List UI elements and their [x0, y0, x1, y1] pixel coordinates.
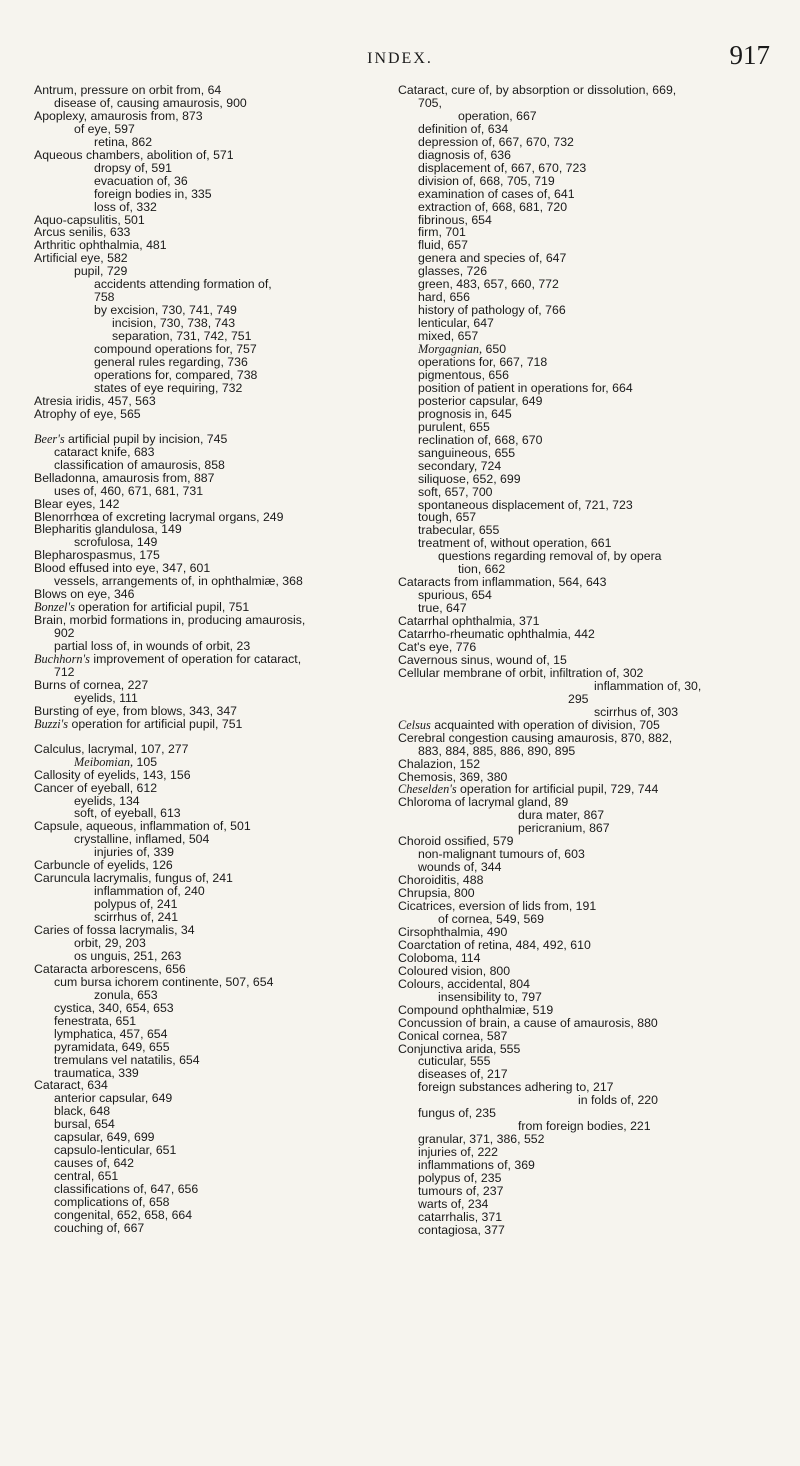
index-entry-name: Beer's: [34, 431, 65, 446]
index-entry: [398, 719, 774, 732]
index-entry-name: Celsus: [398, 717, 431, 732]
index-entry: Cataract, cure of, by absorption or dissolution, 669,: [398, 83, 677, 97]
index-entry: Conical cornea, 587: [398, 1028, 508, 1043]
index-entry: pericranium, 867: [518, 821, 610, 836]
index-entry: mixed, 657: [418, 329, 479, 344]
index-entry: dropsy of, 591: [94, 160, 172, 175]
index-entry: evacuation of, 36: [94, 173, 188, 188]
index-entry: fenestrata, 651: [54, 1013, 137, 1028]
index-entry: definition of, 634: [418, 121, 509, 136]
index-entry: Concussion of brain, a cause of amaurosis, 880: [398, 1015, 658, 1030]
index-entry: uses of, 460, 671, 681, 731: [54, 483, 204, 498]
index-entry-name: Cheselden's: [398, 782, 457, 797]
index-entry: Chrupsia, 800: [398, 886, 475, 901]
index-entry: Chloroma of lacrymal gland, 89: [398, 795, 569, 810]
index-entry: questions regarding removal of, by opera: [438, 549, 662, 564]
index-entry: firm, 701: [418, 225, 466, 240]
index-entry: operations for, 667, 718: [418, 355, 548, 370]
index-entry: lymphatica, 457, 654: [54, 1026, 168, 1041]
index-entry: Callosity of eyelids, 143, 156: [34, 767, 191, 782]
index-entry: Cavernous sinus, wound of, 15: [398, 652, 567, 667]
index-entry: position of patient in operations for, 664: [418, 380, 633, 395]
index-entry: prognosis in, 645: [418, 406, 512, 421]
index-entry: cuticular, 555: [418, 1054, 491, 1069]
index-entry: orbit, 29, 203: [74, 936, 146, 950]
index-entry: complications of, 658: [54, 1195, 170, 1210]
index-entry: green, 483, 657, 660, 772: [418, 277, 559, 292]
index-entry: anterior capsular, 649: [54, 1091, 173, 1106]
index-entry: secondary, 724: [418, 458, 502, 473]
index-entry: Chemosis, 369, 380: [398, 769, 508, 784]
index-entry: scrofulosa, 149: [74, 535, 158, 550]
index-entry: Cicatrices, eversion of lids from, 191: [398, 899, 597, 914]
index-entry: granular, 371, 386, 552: [418, 1132, 545, 1147]
index-entry: incision, 730, 738, 743: [112, 316, 236, 331]
index-entry: Arthritic ophthalmia, 481: [34, 238, 167, 253]
index-entry: tough, 657: [418, 510, 477, 525]
page-number: 917: [729, 40, 770, 70]
index-entry: cum bursa ichorem continente, 507, 654: [54, 974, 274, 989]
index-entry: eyelids, 111: [74, 690, 138, 705]
index-entry: Coloboma, 114: [398, 950, 481, 965]
index-entry: non-malignant tumours of, 603: [418, 847, 585, 862]
index-entry: Cat's eye, 776: [398, 639, 477, 654]
index-entry: crystalline, inflamed, 504: [74, 832, 210, 847]
index-entry-text: 650: [482, 342, 507, 357]
index-entry: Bursting of eye, from blows, 343, 347: [34, 703, 238, 718]
index-entry: separation, 731, 742, 751: [112, 329, 252, 344]
index-entry: polypus of, 241: [94, 897, 178, 912]
index-entry: tion, 662: [458, 562, 506, 577]
index-entry: reclination of, 668, 670: [418, 432, 543, 447]
index-entry: true, 647: [418, 601, 467, 616]
index-entry: Blenorrhœa of excreting lacrymal organs, 249: [34, 509, 284, 524]
index-entry-text: 105: [133, 754, 158, 769]
index-entry: zonula, 653: [94, 987, 158, 1002]
index-entry: bursal, 654: [54, 1117, 115, 1132]
index-entry: scirrhus of, 303: [594, 704, 679, 719]
index-entry: fungus of, 235: [418, 1106, 496, 1121]
index-entry: lenticular, 647: [418, 316, 494, 331]
index-entry: contagiosa, 377: [418, 1222, 505, 1237]
index-entry: classifications of, 647, 656: [54, 1182, 199, 1197]
index-entry-text: operation for artificial pupil, 729, 744: [456, 782, 659, 797]
index-entry: loss of, 332: [94, 199, 157, 214]
index-entry: 712: [54, 664, 75, 679]
index-entry: foreign substances adhering to, 217: [418, 1080, 614, 1095]
index-entry: Cataracts from inflammation, 564, 643: [398, 575, 607, 590]
index-entry: displacement of, 667, 670, 723: [418, 160, 587, 175]
index-entry: accidents attending formation of,: [94, 277, 272, 292]
index-entry: Cellular membrane of orbit, infiltration of, 302: [398, 665, 644, 680]
index-entry-name: Buchhorn's: [34, 651, 90, 666]
index-entry: treatment of, without operation, 661: [418, 536, 612, 551]
index-entry: couching of, 667: [54, 1220, 145, 1235]
index-entry: history of pathology of, 766: [418, 303, 566, 318]
index-entry: Colours, accidental, 804: [398, 976, 530, 991]
index-entry-text: artificial pupil by incision, 745: [64, 431, 228, 446]
index-entry: os unguis, 251, 263: [74, 948, 182, 963]
index-entry: Capsule, aqueous, inflammation of, 501: [34, 819, 251, 834]
index-entry: partial loss of, in wounds of orbit, 23: [54, 639, 251, 654]
index-entry: black, 648: [54, 1104, 111, 1119]
index-entry: Blepharospasmus, 175: [34, 548, 160, 563]
index-entry: warts of, 234: [418, 1196, 489, 1211]
index-entry: Cataract, 634: [34, 1078, 108, 1093]
index-entry: Choroiditis, 488: [398, 873, 484, 888]
index-entry: dura mater, 867: [518, 808, 605, 823]
index-entry: Antrum, pressure on orbit from, 64: [34, 83, 222, 97]
index-entry: inflammations of, 369: [418, 1158, 535, 1173]
index-entry: polypus of, 235: [418, 1171, 502, 1186]
index-entry: trabecular, 655: [418, 523, 500, 538]
index-entry: central, 651: [54, 1169, 119, 1184]
index-entry: Catarrho-rheumatic ophthalmia, 442: [398, 627, 595, 642]
index-entry: traumatica, 339: [54, 1065, 139, 1080]
index-entry: Cancer of eyeball, 612: [34, 780, 158, 795]
index-entry: Blear eyes, 142: [34, 496, 120, 511]
index-entry: compound operations for, 757: [94, 342, 257, 357]
index-entry: by excision, 730, 741, 749: [94, 303, 237, 318]
index-entry: purulent, 655: [418, 419, 490, 434]
index-entry: Caruncula lacrymalis, fungus of, 241: [34, 871, 233, 886]
index-entry: tumours of, 237: [418, 1184, 504, 1199]
index-entry-text: improvement of operation for cataract,: [89, 651, 302, 666]
index-entry: eyelids, 134: [74, 793, 140, 808]
index-column-right: [398, 84, 774, 1237]
index-entry: states of eye requiring, 732: [94, 380, 243, 395]
index-entry: general rules regarding, 736: [94, 355, 248, 370]
index-entry: 902: [54, 626, 75, 641]
index-entry: diagnosis of, 636: [418, 147, 511, 162]
index-entry: Aqueous chambers, abolition of, 571: [34, 147, 234, 162]
index-entry: of eye, 597: [74, 121, 135, 136]
index-entry: fluid, 657: [418, 238, 468, 253]
index-entry: examination of cases of, 641: [418, 186, 575, 201]
index-entry: disease of, causing amaurosis, 900: [54, 95, 247, 110]
index-entry: Caries of fossa lacrymalis, 34: [34, 923, 195, 938]
index-entry-name: Bonzel's: [34, 600, 75, 615]
index-entry-text: operation for artificial pupil, 751: [68, 716, 243, 731]
index-entry: Catarrhal ophthalmia, 371: [398, 614, 540, 629]
index-entry: hard, 656: [418, 290, 470, 305]
index-entry: tremulans vel natatilis, 654: [54, 1052, 200, 1067]
index-column-left: [34, 84, 414, 1235]
index-entry: operations for, compared, 738: [94, 367, 258, 382]
index-entry: catarrhalis, 371: [418, 1209, 503, 1224]
index-entry: division of, 668, 705, 719: [418, 173, 555, 188]
index-entry: genera and species of, 647: [418, 251, 567, 266]
index-entry-text: acquainted with operation of division, 705: [430, 717, 660, 732]
index-entry: Atresia iridis, 457, 563: [34, 393, 156, 408]
index-entry: injuries of, 222: [418, 1145, 498, 1160]
index-entry: sanguineous, 655: [418, 445, 516, 460]
index-entry: of cornea, 549, 569: [438, 912, 544, 926]
page-header: [0, 36, 800, 76]
index-entry-text: operation for artificial pupil, 751: [74, 600, 250, 615]
index-entry: Burns of cornea, 227: [34, 677, 149, 692]
index-entry: capsular, 649, 699: [54, 1130, 155, 1145]
index-entry: pigmentous, 656: [418, 367, 509, 382]
index-entry: vessels, arrangements of, in ophthalmiæ, 368: [54, 574, 303, 589]
index-entry: from foreign bodies, 221: [518, 1119, 651, 1134]
index-entry: in folds of, 220: [578, 1093, 658, 1108]
index-entry: Calculus, lacrymal, 107, 277: [34, 741, 189, 756]
index-entry: [34, 653, 414, 666]
index-entry: [34, 433, 414, 446]
index-entry: pupil, 729: [74, 264, 128, 279]
index-entry: retina, 862: [94, 134, 153, 149]
index-entry: cystica, 340, 654, 653: [54, 1000, 174, 1015]
index-entry: extraction of, 668, 681, 720: [418, 199, 568, 214]
index-entry: injuries of, 339: [94, 845, 174, 860]
index-entry: inflammation of, 30,: [594, 678, 702, 693]
index-entry: glasses, 726: [418, 264, 488, 279]
index-entry: Compound ophthalmiæ, 519: [398, 1002, 554, 1017]
index-entry: 295: [568, 691, 589, 706]
index-entry: pyramidata, 649, 655: [54, 1039, 170, 1054]
index-entry: Apoplexy, amaurosis from, 873: [34, 108, 203, 123]
index-entry: diseases of, 217: [418, 1067, 508, 1082]
index-entry: 705,: [418, 95, 442, 110]
index-entry: capsulo-lenticular, 651: [54, 1143, 177, 1158]
index-entry: wounds of, 344: [418, 860, 502, 875]
index-entry: fibrinous, 654: [418, 212, 492, 227]
index-entry: causes of, 642: [54, 1156, 134, 1171]
index-entry: siliquose, 652, 699: [418, 471, 521, 486]
index-entry: Cataracta arborescens, 656: [34, 961, 186, 976]
index-entry-name: Morgagnian,: [418, 342, 483, 357]
index-entry: insensibility to, 797: [438, 989, 542, 1004]
index-entry: congenital, 652, 658, 664: [54, 1208, 193, 1223]
index-entry: Aquo-capsulitis, 501: [34, 212, 145, 227]
index-entry: Cerebral congestion causing amaurosis, 870, 882,: [398, 730, 673, 745]
index-entry-name: Buzzi's: [34, 716, 69, 731]
index-entry: spontaneous displacement of, 721, 723: [418, 497, 633, 512]
index-entry: operation, 667: [458, 108, 537, 123]
index-entry: soft, of eyeball, 613: [74, 806, 181, 821]
index-entry: cataract knife, 683: [54, 444, 155, 459]
index-entry: Artificial eye, 582: [34, 251, 128, 266]
index-entry: Blepharitis glandulosa, 149: [34, 522, 182, 537]
index-entry: scirrhus of, 241: [94, 910, 179, 925]
index-entry: Chalazion, 152: [398, 756, 481, 771]
index-entry: posterior capsular, 649: [418, 393, 543, 408]
index-entry: Atrophy of eye, 565: [34, 406, 141, 421]
index-entry: soft, 657, 700: [418, 484, 493, 499]
index-entry: 883, 884, 885, 886, 890, 895: [418, 743, 576, 758]
index-entry: depression of, 667, 670, 732: [418, 134, 574, 149]
index-entry-name: Meibomian,: [74, 754, 134, 769]
index-entry: Coloured vision, 800: [398, 963, 511, 978]
index-entry: Choroid ossified, 579: [398, 834, 514, 849]
index-entry: Coarctation of retina, 484, 492, 610: [398, 937, 591, 952]
index-entry: Blood effused into eye, 347, 601: [34, 561, 211, 576]
index-entry: Blows on eye, 346: [34, 587, 135, 602]
index-entry: Brain, morbid formations in, producing amaurosis,: [34, 613, 306, 628]
index-entry: inflammation of, 240: [94, 884, 205, 899]
index-entry: Carbuncle of eyelids, 126: [34, 858, 173, 873]
index-entry: 758: [94, 290, 115, 305]
index-entry: spurious, 654: [418, 588, 492, 603]
index-entry: Belladonna, amaurosis from, 887: [34, 470, 215, 485]
index-entry: classification of amaurosis, 858: [54, 457, 225, 472]
index-entry: [34, 756, 414, 769]
index-entry: Cirsophthalmia, 490: [398, 924, 508, 939]
index-entry: Conjunctiva arida, 555: [398, 1041, 521, 1056]
index-entry: [34, 718, 414, 731]
running-title: INDEX.: [367, 50, 433, 67]
index-entry: Arcus senilis, 633: [34, 225, 131, 240]
index-entry: foreign bodies in, 335: [94, 186, 212, 201]
